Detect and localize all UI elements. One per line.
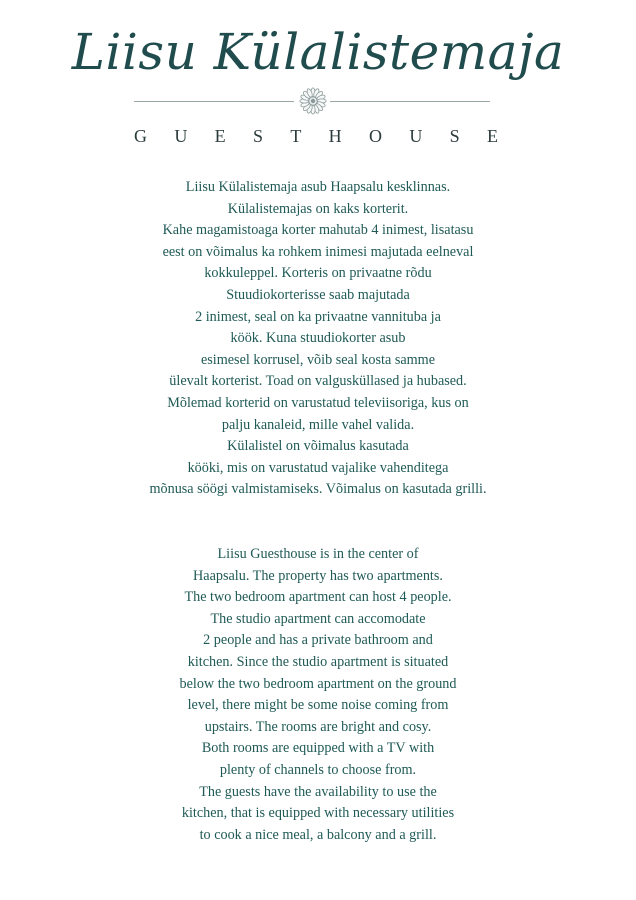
subtitle-letter: S [252, 126, 263, 146]
subtitle-letter: U [409, 126, 423, 146]
estonian-line: kööki, mis on varustatud vajalike vahenditega [187, 459, 449, 476]
estonian-line: 2 inimest, seal on ka privaatne vannituba ja [195, 308, 441, 325]
estonian-line: köök. Kuna stuudiokorter asub [230, 330, 406, 347]
estonian-line: Kahe magamistoaga korter mahutab 4 inimest, lisatasu [162, 222, 474, 239]
brand-script-title: Liisu Külalistemaja [71, 23, 565, 81]
daisy-flower-icon [296, 84, 330, 118]
header [0, 0, 636, 160]
divider-right [330, 101, 490, 102]
english-line: kitchen, that is equipped with necessary utilities [181, 805, 455, 822]
english-line: The studio apartment can accomodate [210, 610, 426, 627]
english-line: Both rooms are equipped with a TV with [201, 740, 435, 757]
estonian-line: kokkuleppel. Korteris on privaatne rõdu [204, 265, 432, 282]
english-line: Liisu Guesthouse is in the center of [217, 546, 419, 562]
english-line: to cook a nice meal, a balcony and a grill. [199, 826, 437, 843]
english-description [0, 544, 636, 846]
subtitle-letter: H [328, 126, 342, 146]
estonian-line: mõnusa söögi valmistamiseks. Võimalus on kasutada grilli. [149, 481, 487, 498]
subtitle-letter: G [134, 126, 147, 146]
estonian-line: eest on võimalus ka rohkem inimesi majutada eelneval [162, 243, 474, 260]
english-line: plenty of channels to choose from. [219, 761, 417, 778]
subtitle-letter: S [449, 126, 460, 146]
estonian-line: esimesel korrusel, võib seal kosta samme [200, 351, 436, 368]
english-line: level, there might be some noise coming from [187, 697, 449, 714]
estonian-line: Mõlemad korterid on varustatud televiisoriga, kus on [167, 394, 469, 411]
english-line: below the two bedroom apartment on the ground [179, 675, 457, 692]
divider-left [134, 101, 294, 102]
english-line: Haapsalu. The property has two apartments. [193, 567, 443, 584]
english-line: upstairs. The rooms are bright and cosy. [204, 718, 432, 735]
subtitle-letter: T [290, 126, 302, 146]
estonian-line: Külalistel on võimalus kasutada [227, 438, 409, 455]
subtitle-letter: U [174, 126, 188, 146]
english-line: The guests have the availability to use the [199, 783, 437, 800]
estonian-line: palju kanaleid, mille vahel valida. [221, 416, 415, 433]
subtitle-letter: O [368, 126, 382, 146]
subtitle-letter: E [486, 126, 498, 146]
estonian-line: ülevalt korterist. Toad on valgusküllased ja hubased. [169, 373, 467, 390]
estonian-line: Külalistemajas on kaks korterit. [227, 200, 409, 217]
guesthouse-subtitle [134, 124, 498, 148]
english-line: kitchen. Since the studio apartment is situated [187, 653, 449, 670]
estonian-description [0, 177, 636, 501]
subtitle-letter: E [214, 126, 226, 146]
estonian-line: Liisu Külalistemaja asub Haapsalu kesklinnas. [185, 179, 451, 195]
estonian-line: Stuudiokorterisse saab majutada [226, 286, 410, 303]
english-line: The two bedroom apartment can host 4 people. [184, 589, 452, 606]
english-line: 2 people and has a private bathroom and [203, 632, 433, 649]
